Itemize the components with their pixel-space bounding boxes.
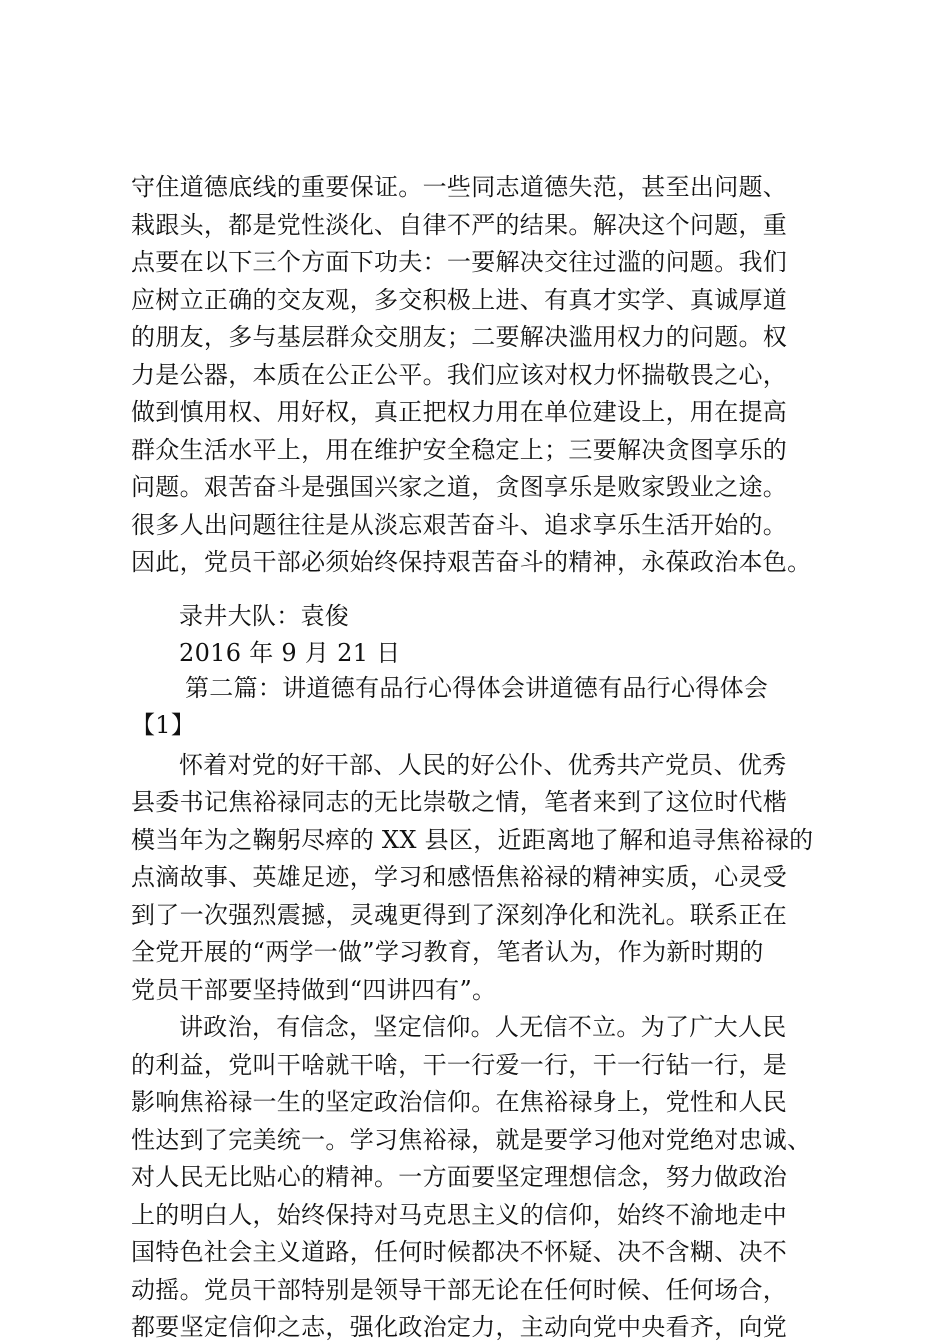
text-line: 模当年为之鞠躬尽瘁的 XX 县区，近距离地了解和追寻焦裕禄的 <box>131 826 814 854</box>
text-line: 点滴故事、英雄足迹，学习和感悟焦裕禄的精神实质，心灵受 <box>131 863 788 891</box>
text-line: 怀着对党的好干部、人民的好公仆、优秀共产党员、优秀 <box>179 751 787 779</box>
text-line: 到了一次强烈震撼，灵魂更得到了深刻净化和洗礼。联系正在 <box>131 901 788 929</box>
text-line: 国特色社会主义道路，任何时候都决不怀疑、决不含糊、决不 <box>131 1238 788 1266</box>
text-line: 群众生活水平上，用在维护安全稳定上；三要解决贪图享乐的 <box>131 436 788 464</box>
text-line: 性达到了完美统一。学习焦裕禄，就是要学习他对党绝对忠诚、 <box>131 1126 812 1154</box>
text-line: 问题。艰苦奋斗是强国兴家之道，贪图享乐是败家毁业之途。 <box>131 473 788 501</box>
text-line: 因此，党员干部必须始终保持艰苦奋斗的精神，永葆政治本色。 <box>131 548 812 576</box>
section-title: 第二篇：讲道德有品行心得体会讲道德有品行心得体会 <box>185 674 769 702</box>
text-line: 影响焦裕禄一生的坚定政治信仰。在焦裕禄身上，党性和人民 <box>131 1088 788 1116</box>
text-line: 党员干部要坚持做到“四讲四有”。 <box>131 976 497 1004</box>
section-title-suffix: 【1】 <box>131 711 196 739</box>
text-line: 讲政治，有信念，坚定信仰。人无信不立。为了广大人民 <box>179 1013 787 1041</box>
text-line: 栽跟头，都是党性淡化、自律不严的结果。解决这个问题，重 <box>131 211 788 239</box>
text-line: 应树立正确的交友观，多交积极上进、有真才实学、真诚厚道 <box>131 286 788 314</box>
text-line: 力是公器，本质在公正公平。我们应该对权力怀揣敬畏之心， <box>131 361 788 389</box>
text-line: 的利益，党叫干啥就干啥，干一行爱一行，干一行钻一行，是 <box>131 1051 788 1079</box>
text-line: 做到慎用权、用好权，真正把权力用在单位建设上，用在提高 <box>131 398 788 426</box>
text-line: 守住道德底线的重要保证。一些同志道德失范，甚至出问题、 <box>131 173 788 201</box>
text-line: 动摇。党员干部特别是领导干部无论在任何时候、任何场合， <box>131 1276 788 1304</box>
text-line: 的朋友，多与基层群众交朋友；二要解决滥用权力的问题。权 <box>131 323 788 351</box>
text-line: 上的明白人，始终保持对马克思主义的信仰，始终不渝地走中 <box>131 1201 788 1229</box>
text-line: 很多人出问题往往是从淡忘艰苦奋斗、追求享乐生活开始的。 <box>131 511 788 539</box>
text-line: 全党开展的“两学一做”学习教育，笔者认为，作为新时期的 <box>131 938 764 966</box>
signature: 录井大队：袁俊 <box>179 602 350 630</box>
text-line: 点要在以下三个方面下功夫：一要解决交往过滥的问题。我们 <box>131 248 788 276</box>
date: 2016 年 9 月 21 日 <box>179 639 401 667</box>
text-line: 对人民无比贴心的精神。一方面要坚定理想信念，努力做政治 <box>131 1163 788 1191</box>
text-line: 都要坚定信仰之志，强化政治定力，主动向党中央看齐，向党 <box>131 1313 788 1341</box>
text-line: 县委书记焦裕禄同志的无比崇敬之情，笔者来到了这位时代楷 <box>131 788 788 816</box>
